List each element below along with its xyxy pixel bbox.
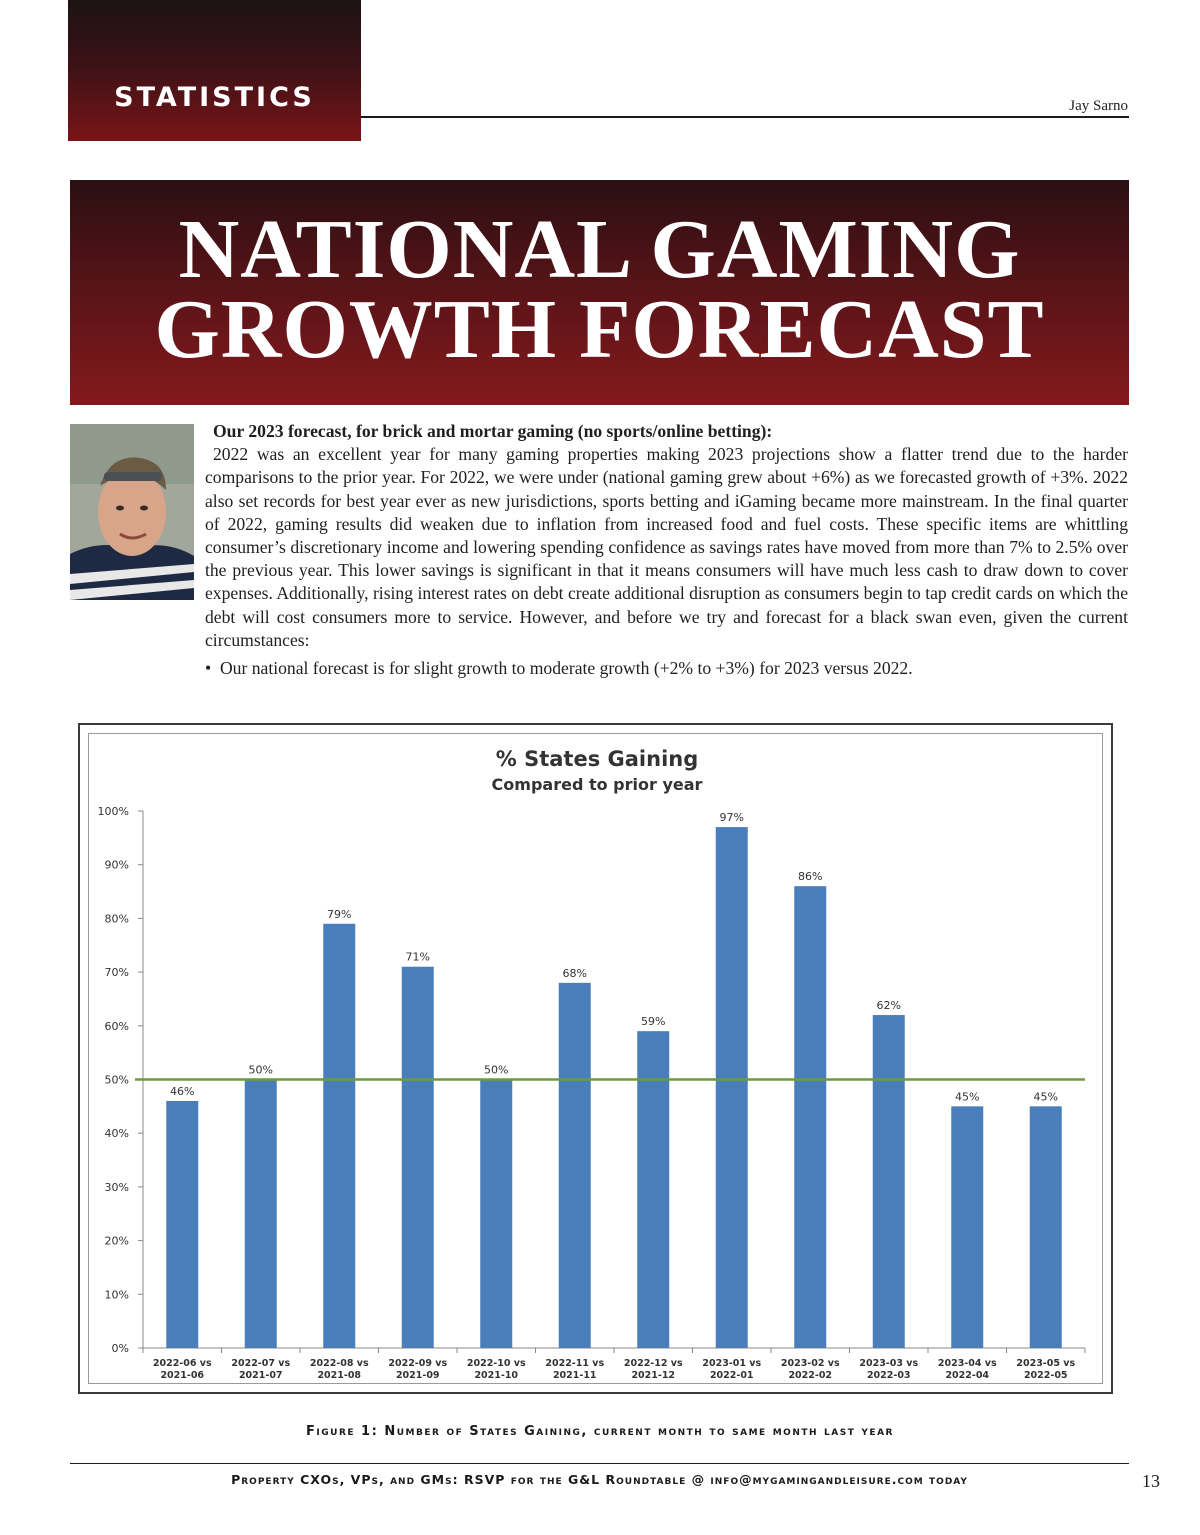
x-tick-label: 2022-09 vs — [388, 1358, 448, 1369]
author-name: Jay Sarno — [1069, 98, 1128, 114]
title-line-1: NATIONAL GAMING — [178, 203, 1021, 296]
bar-data-label: 97% — [719, 811, 744, 825]
bar-data-label: 79% — [327, 907, 352, 921]
intro-lead: Our 2023 forecast, for brick and mortar gaming (no sports/online betting): — [213, 421, 773, 441]
bar — [951, 1106, 983, 1348]
x-tick-label: 2021-12 — [631, 1370, 676, 1381]
author-photo — [70, 424, 194, 600]
bar-data-label: 45% — [955, 1090, 980, 1104]
x-tick-label: 2023-02 vs — [780, 1358, 840, 1369]
x-tick-label: 2022-04 — [945, 1370, 990, 1381]
x-tick-label: 2021-11 — [552, 1370, 597, 1381]
chart-frame — [78, 723, 1113, 1394]
x-tick-label: 2021-09 — [395, 1370, 440, 1381]
bar-data-label: 59% — [641, 1015, 666, 1029]
x-tick-label: 2023-05 vs — [1016, 1358, 1076, 1369]
x-tick-label: 2021-06 — [160, 1370, 205, 1381]
bar — [402, 967, 434, 1348]
bar — [559, 983, 591, 1348]
header-rule — [361, 116, 1129, 118]
y-tick-label: 50% — [104, 1073, 129, 1087]
bar — [323, 924, 355, 1348]
page-title — [70, 203, 1129, 376]
section-tab — [68, 0, 361, 141]
y-tick-label: 70% — [104, 966, 129, 980]
title-banner — [70, 180, 1129, 405]
x-tick-label: 2022-07 vs — [231, 1358, 291, 1369]
bar — [716, 827, 748, 1348]
bullet-marker: • — [205, 658, 220, 678]
chart-subtitle: Compared to prior year — [491, 775, 703, 794]
x-tick-label: 2022-11 vs — [545, 1358, 605, 1369]
x-tick-label: 2022-12 vs — [623, 1358, 683, 1369]
intro-text — [205, 420, 1128, 652]
bar-data-label: 86% — [798, 870, 823, 884]
x-tick-label: 2023-01 vs — [702, 1358, 762, 1369]
y-tick-label: 60% — [104, 1019, 129, 1033]
bullet-text: Our national forecast is for slight growth to moderate growth (+2% to +3%) for 2023 versus 2022. — [219, 658, 913, 678]
y-tick-label: 10% — [104, 1288, 129, 1302]
page-number: 13 — [1142, 1471, 1160, 1491]
bar — [166, 1101, 198, 1348]
x-tick-label: 2022-10 vs — [466, 1358, 526, 1369]
section-label: STATISTICS — [114, 82, 315, 113]
bar-data-label: 50% — [484, 1063, 509, 1077]
y-tick-label: 20% — [104, 1234, 129, 1248]
y-tick-label: 40% — [104, 1127, 129, 1141]
x-tick-label: 2023-04 vs — [937, 1358, 997, 1369]
bar — [245, 1080, 277, 1349]
bar-data-label: 45% — [1033, 1090, 1058, 1104]
states-gaining-chart — [80, 725, 1111, 1392]
bar — [480, 1080, 512, 1349]
x-tick-label: 2022-03 — [866, 1370, 911, 1381]
x-tick-label: 2021-10 — [474, 1370, 519, 1381]
x-tick-label: 2022-06 vs — [152, 1358, 212, 1369]
x-tick-label: 2022-01 — [709, 1370, 754, 1381]
chart-title: % States Gaining — [495, 747, 699, 771]
title-line-2: GROWTH FORECAST — [154, 283, 1045, 376]
bar-data-label: 71% — [405, 950, 430, 964]
x-tick-label: 2022-08 vs — [309, 1358, 369, 1369]
y-tick-label: 30% — [104, 1180, 129, 1194]
figure-caption: Figure 1: Number of States Gaining, current month to same month last year — [306, 1424, 894, 1439]
y-tick-label: 0% — [111, 1342, 129, 1355]
y-tick-label: 80% — [104, 912, 129, 926]
intro-paragraph-text: 2022 was an excellent year for many gaming properties making 2023 projections show a flatter trend due to the harder comparisons to the prior year. For 2022, we were under (national gaming grew about +6%) as we forecasted growth of +3%. 2022 also set records for best year ever as new jurisdictions, sports betting and iGaming became more mainstream. In the final quarter of 2022, gaming results did weaken due to inflation from increased food and fuel costs. These specific items are whittling consumer’s discretionary income and lowering spending confidence as savings rates have moved from more than 7% to 2.5% over the previous year. This lower savings is significant in that it means consumers will have much less cash to draw down to cover expenses. Additionally, rising interest rates on debt create additional disruption as consumers begin to tap credit cards on which the debt will cost consumers more to service. However, and before we try and forecast for a black swan even, given the current circumstances: — [205, 444, 1128, 650]
bar-data-label: 46% — [170, 1084, 195, 1098]
x-tick-label: 2022-02 — [788, 1370, 833, 1381]
forecast-bullet — [205, 657, 1128, 680]
y-tick-label: 90% — [104, 858, 129, 872]
bar-data-label: 50% — [248, 1063, 273, 1077]
x-tick-label: 2021-08 — [317, 1370, 362, 1381]
x-tick-label: 2021-07 — [238, 1370, 283, 1381]
bar — [1030, 1106, 1062, 1348]
bar-data-label: 62% — [876, 999, 901, 1013]
intro-paragraph — [205, 443, 1128, 652]
x-tick-label: 2023-03 vs — [859, 1358, 919, 1369]
y-tick-label: 100% — [97, 805, 129, 818]
x-tick-label: 2022-05 — [1023, 1370, 1068, 1381]
bar-data-label: 68% — [562, 966, 587, 980]
bar — [873, 1015, 905, 1348]
author-portrait-image — [70, 424, 194, 600]
bar — [794, 886, 826, 1348]
footer-text: Property CXOs, VPs, and GMs: RSVP for the G&L Roundtable @ info@mygamingandleisure.com today — [231, 1472, 968, 1487]
footer-rule — [70, 1463, 1129, 1464]
